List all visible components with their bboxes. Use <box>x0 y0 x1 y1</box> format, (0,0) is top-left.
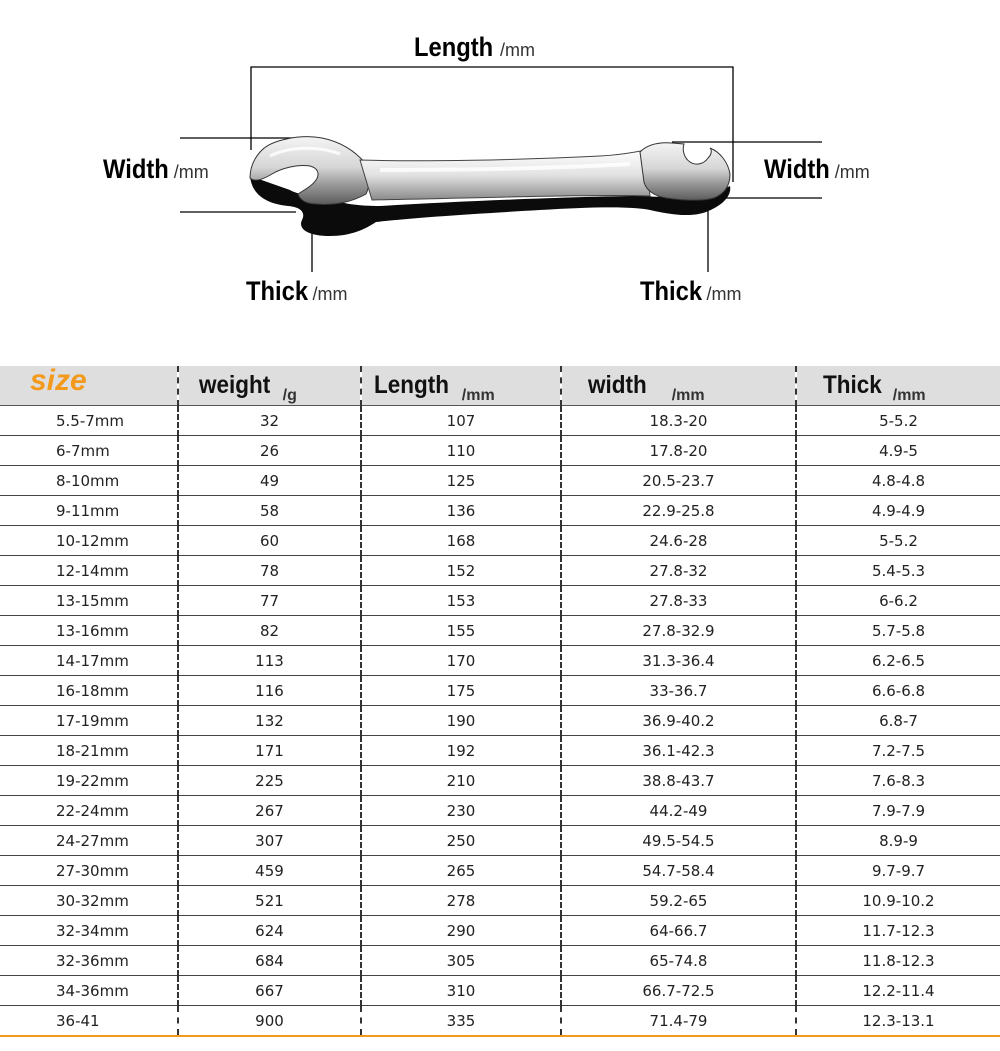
weight-cell: 82 <box>178 616 361 646</box>
table-row <box>0 856 1000 886</box>
length-cell: 168 <box>361 526 561 556</box>
column-header-width <box>561 366 796 406</box>
thick-right-unit: /mm <box>706 284 742 304</box>
column-header-thick <box>796 366 1000 406</box>
wrench-dimension-diagram <box>0 0 1000 330</box>
size-cell: 32-36mm <box>0 946 178 976</box>
thick-cell: 11.8-12.3 <box>796 946 1000 976</box>
thick-cell: 11.7-12.3 <box>796 916 1000 946</box>
size-cell: 32-34mm <box>0 916 178 946</box>
size-cell: 13-16mm <box>0 616 178 646</box>
thick-cell: 7.6-8.3 <box>796 766 1000 796</box>
thick-left-unit: /mm <box>312 284 348 304</box>
thick-cell: 5-5.2 <box>796 526 1000 556</box>
weight-header-unit: /g <box>282 387 297 404</box>
length-cell: 125 <box>361 466 561 496</box>
width-cell: 20.5-23.7 <box>561 466 796 496</box>
thick-left-label: Thick <box>246 276 309 306</box>
thick-cell: 8.9-9 <box>796 826 1000 856</box>
thick-cell: 5.4-5.3 <box>796 556 1000 586</box>
width-left-label: Width <box>103 154 169 184</box>
table-row <box>0 826 1000 856</box>
weight-cell: 113 <box>178 646 361 676</box>
table-row <box>0 526 1000 556</box>
length-header-unit: /mm <box>461 387 495 404</box>
size-cell: 24-27mm <box>0 826 178 856</box>
thick-cell: 4.9-4.9 <box>796 496 1000 526</box>
weight-cell: 307 <box>178 826 361 856</box>
width-cell: 22.9-25.8 <box>561 496 796 526</box>
width-cell: 31.3-36.4 <box>561 646 796 676</box>
width-cell: 44.2-49 <box>561 796 796 826</box>
weight-cell: 684 <box>178 946 361 976</box>
weight-cell: 667 <box>178 976 361 1006</box>
thick-header-unit: /mm <box>892 387 926 404</box>
thick-cell: 9.7-9.7 <box>796 856 1000 886</box>
width-header-text: width <box>588 371 647 399</box>
weight-cell: 49 <box>178 466 361 496</box>
thick-cell: 5.7-5.8 <box>796 616 1000 646</box>
table-row <box>0 736 1000 766</box>
table-row <box>0 406 1000 436</box>
table-row <box>0 916 1000 946</box>
size-cell: 30-32mm <box>0 886 178 916</box>
table-row <box>0 1006 1000 1037</box>
width-left-dimension-label <box>103 156 209 183</box>
width-cell: 27.8-32.9 <box>561 616 796 646</box>
length-cell: 310 <box>361 976 561 1006</box>
size-cell: 5.5-7mm <box>0 406 178 436</box>
size-cell: 16-18mm <box>0 676 178 706</box>
thick-cell: 4.8-4.8 <box>796 466 1000 496</box>
width-cell: 36.9-40.2 <box>561 706 796 736</box>
size-spec-table <box>0 363 1000 1037</box>
weight-header-text: weight <box>199 371 271 399</box>
header-row <box>0 366 1000 406</box>
table-header <box>0 363 1000 406</box>
table-body <box>0 406 1000 1037</box>
size-cell: 9-11mm <box>0 496 178 526</box>
length-cell: 278 <box>361 886 561 916</box>
length-cell: 265 <box>361 856 561 886</box>
width-cell: 24.6-28 <box>561 526 796 556</box>
weight-cell: 78 <box>178 556 361 586</box>
thick-cell: 6.6-6.8 <box>796 676 1000 706</box>
table-row <box>0 676 1000 706</box>
table-row <box>0 496 1000 526</box>
size-spec-table-wrapper <box>0 363 1000 1046</box>
column-header-length <box>361 366 561 406</box>
weight-cell: 32 <box>178 406 361 436</box>
width-cell: 27.8-33 <box>561 586 796 616</box>
weight-cell: 171 <box>178 736 361 766</box>
size-cell: 13-15mm <box>0 586 178 616</box>
length-cell: 305 <box>361 946 561 976</box>
length-cell: 335 <box>361 1006 561 1037</box>
thick-cell: 6-6.2 <box>796 586 1000 616</box>
width-cell: 66.7-72.5 <box>561 976 796 1006</box>
length-cell: 230 <box>361 796 561 826</box>
size-cell: 12-14mm <box>0 556 178 586</box>
weight-cell: 77 <box>178 586 361 616</box>
width-cell: 65-74.8 <box>561 946 796 976</box>
length-cell: 152 <box>361 556 561 586</box>
length-cell: 250 <box>361 826 561 856</box>
width-cell: 27.8-32 <box>561 556 796 586</box>
length-cell: 153 <box>361 586 561 616</box>
width-left-unit: /mm <box>173 162 209 182</box>
size-cell: 18-21mm <box>0 736 178 766</box>
size-cell: 8-10mm <box>0 466 178 496</box>
weight-cell: 459 <box>178 856 361 886</box>
thick-right-dimension-label <box>640 278 742 305</box>
weight-cell: 225 <box>178 766 361 796</box>
weight-cell: 267 <box>178 796 361 826</box>
size-cell: 27-30mm <box>0 856 178 886</box>
width-right-unit: /mm <box>834 162 870 182</box>
length-unit: /mm <box>499 40 535 60</box>
width-right-dimension-label <box>764 156 870 183</box>
table-row <box>0 466 1000 496</box>
width-cell: 17.8-20 <box>561 436 796 466</box>
thick-cell: 7.2-7.5 <box>796 736 1000 766</box>
table-row <box>0 796 1000 826</box>
weight-cell: 60 <box>178 526 361 556</box>
length-label: Length <box>414 32 494 62</box>
length-cell: 210 <box>361 766 561 796</box>
width-cell: 71.4-79 <box>561 1006 796 1037</box>
weight-cell: 521 <box>178 886 361 916</box>
size-header-text: size <box>30 363 87 397</box>
weight-cell: 132 <box>178 706 361 736</box>
thick-cell: 10.9-10.2 <box>796 886 1000 916</box>
thick-cell: 7.9-7.9 <box>796 796 1000 826</box>
table-row <box>0 766 1000 796</box>
length-cell: 175 <box>361 676 561 706</box>
thick-cell: 6.8-7 <box>796 706 1000 736</box>
size-cell: 34-36mm <box>0 976 178 1006</box>
length-dimension-label <box>414 34 535 61</box>
table-row <box>0 616 1000 646</box>
length-cell: 107 <box>361 406 561 436</box>
width-right-label: Width <box>764 154 830 184</box>
size-cell: 14-17mm <box>0 646 178 676</box>
size-cell: 22-24mm <box>0 796 178 826</box>
size-cell: 19-22mm <box>0 766 178 796</box>
width-cell: 33-36.7 <box>561 676 796 706</box>
table-row <box>0 586 1000 616</box>
width-cell: 49.5-54.5 <box>561 826 796 856</box>
length-cell: 290 <box>361 916 561 946</box>
thick-cell: 12.2-11.4 <box>796 976 1000 1006</box>
table-row <box>0 646 1000 676</box>
table-row <box>0 436 1000 466</box>
thick-cell: 5-5.2 <box>796 406 1000 436</box>
width-cell: 59.2-65 <box>561 886 796 916</box>
thick-right-label: Thick <box>640 276 703 306</box>
table-row <box>0 706 1000 736</box>
weight-cell: 624 <box>178 916 361 946</box>
weight-cell: 116 <box>178 676 361 706</box>
table-row <box>0 976 1000 1006</box>
length-cell: 155 <box>361 616 561 646</box>
length-header-text: Length <box>374 371 449 399</box>
size-cell: 17-19mm <box>0 706 178 736</box>
weight-cell: 58 <box>178 496 361 526</box>
width-cell: 36.1-42.3 <box>561 736 796 766</box>
size-cell: 10-12mm <box>0 526 178 556</box>
thick-cell: 12.3-13.1 <box>796 1006 1000 1037</box>
width-header-unit: /mm <box>671 387 705 404</box>
weight-cell: 900 <box>178 1006 361 1037</box>
width-cell: 38.8-43.7 <box>561 766 796 796</box>
length-cell: 170 <box>361 646 561 676</box>
wrench-shaft <box>360 150 650 200</box>
length-cell: 110 <box>361 436 561 466</box>
length-cell: 192 <box>361 736 561 766</box>
table-row <box>0 556 1000 586</box>
column-header-weight <box>178 366 361 406</box>
wrench-right-head <box>640 143 730 201</box>
width-cell: 64-66.7 <box>561 916 796 946</box>
thick-left-dimension-label <box>246 278 348 305</box>
thick-cell: 4.9-5 <box>796 436 1000 466</box>
table-row <box>0 886 1000 916</box>
length-cell: 190 <box>361 706 561 736</box>
width-cell: 54.7-58.4 <box>561 856 796 886</box>
width-cell: 18.3-20 <box>561 406 796 436</box>
table-row <box>0 946 1000 976</box>
length-cell: 136 <box>361 496 561 526</box>
weight-cell: 26 <box>178 436 361 466</box>
size-cell: 6-7mm <box>0 436 178 466</box>
thick-header-text: Thick <box>823 371 882 399</box>
size-cell: 36-41 <box>0 1006 178 1037</box>
thick-cell: 6.2-6.5 <box>796 646 1000 676</box>
column-header-size <box>0 363 178 406</box>
